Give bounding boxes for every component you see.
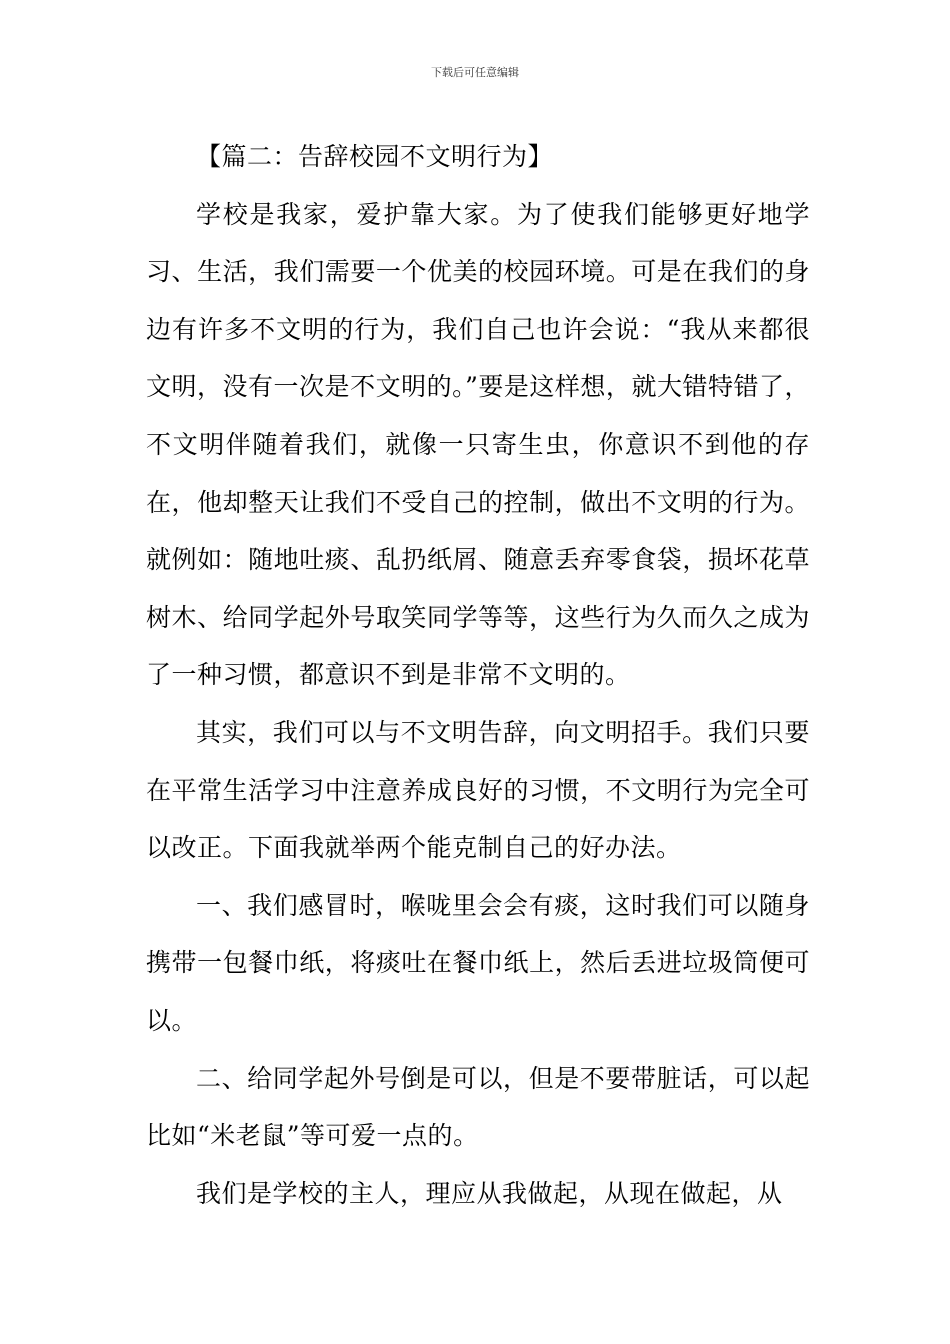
paragraph-conclusion: 我们是学校的主人，理应从我做起，从现在做起，从 xyxy=(196,1178,783,1208)
paragraph-method-two: 二、给同学起外号倒是可以，但是不要带脏话，可以起比如“米老鼠”等可爱一点的。 xyxy=(146,1063,810,1151)
paragraph-method-one: 一、我们感冒时，喉咙里会会有痰，这时我们可以随身携带一包餐巾纸，将痰吐在餐巾纸上，然后丢进垃圾筒便可以。 xyxy=(146,890,810,1035)
document-body xyxy=(146,128,810,1222)
paragraph-intro: 学校是我家，爱护靠大家。为了使我们能够更好地学习、生活，我们需要一个优美的校园环境。可是在我们的身边有许多不文明的行为，我们自己也许会说：“我从来都很文明，没有一次是不文明的。”要是这样想，就大错特错了，不文明伴随着我们，就像一只寄生虫，你意识不到他的存在，他却整天让我们不受自己的控制，做出不文明的行为。就例如：随地吐痰、乱扔纸屑、随意丢弃零食袋，损坏花草树木、给同学起外号取笑同学等等，这些行为久而久之成为了一种习惯，都意识不到是非常不文明的。 xyxy=(146,199,810,690)
page-header-note: 下载后可任意编辑 xyxy=(431,66,519,79)
paragraph-solution: 其实，我们可以与不文明告辞，向文明招手。我们只要在平常生活学习中注意养成良好的习惯，不文明行为完全可以改正。下面我就举两个能克制自己的好办法。 xyxy=(146,717,810,863)
section-heading: 【篇二：告辞校园不文明行为】 xyxy=(196,142,554,171)
